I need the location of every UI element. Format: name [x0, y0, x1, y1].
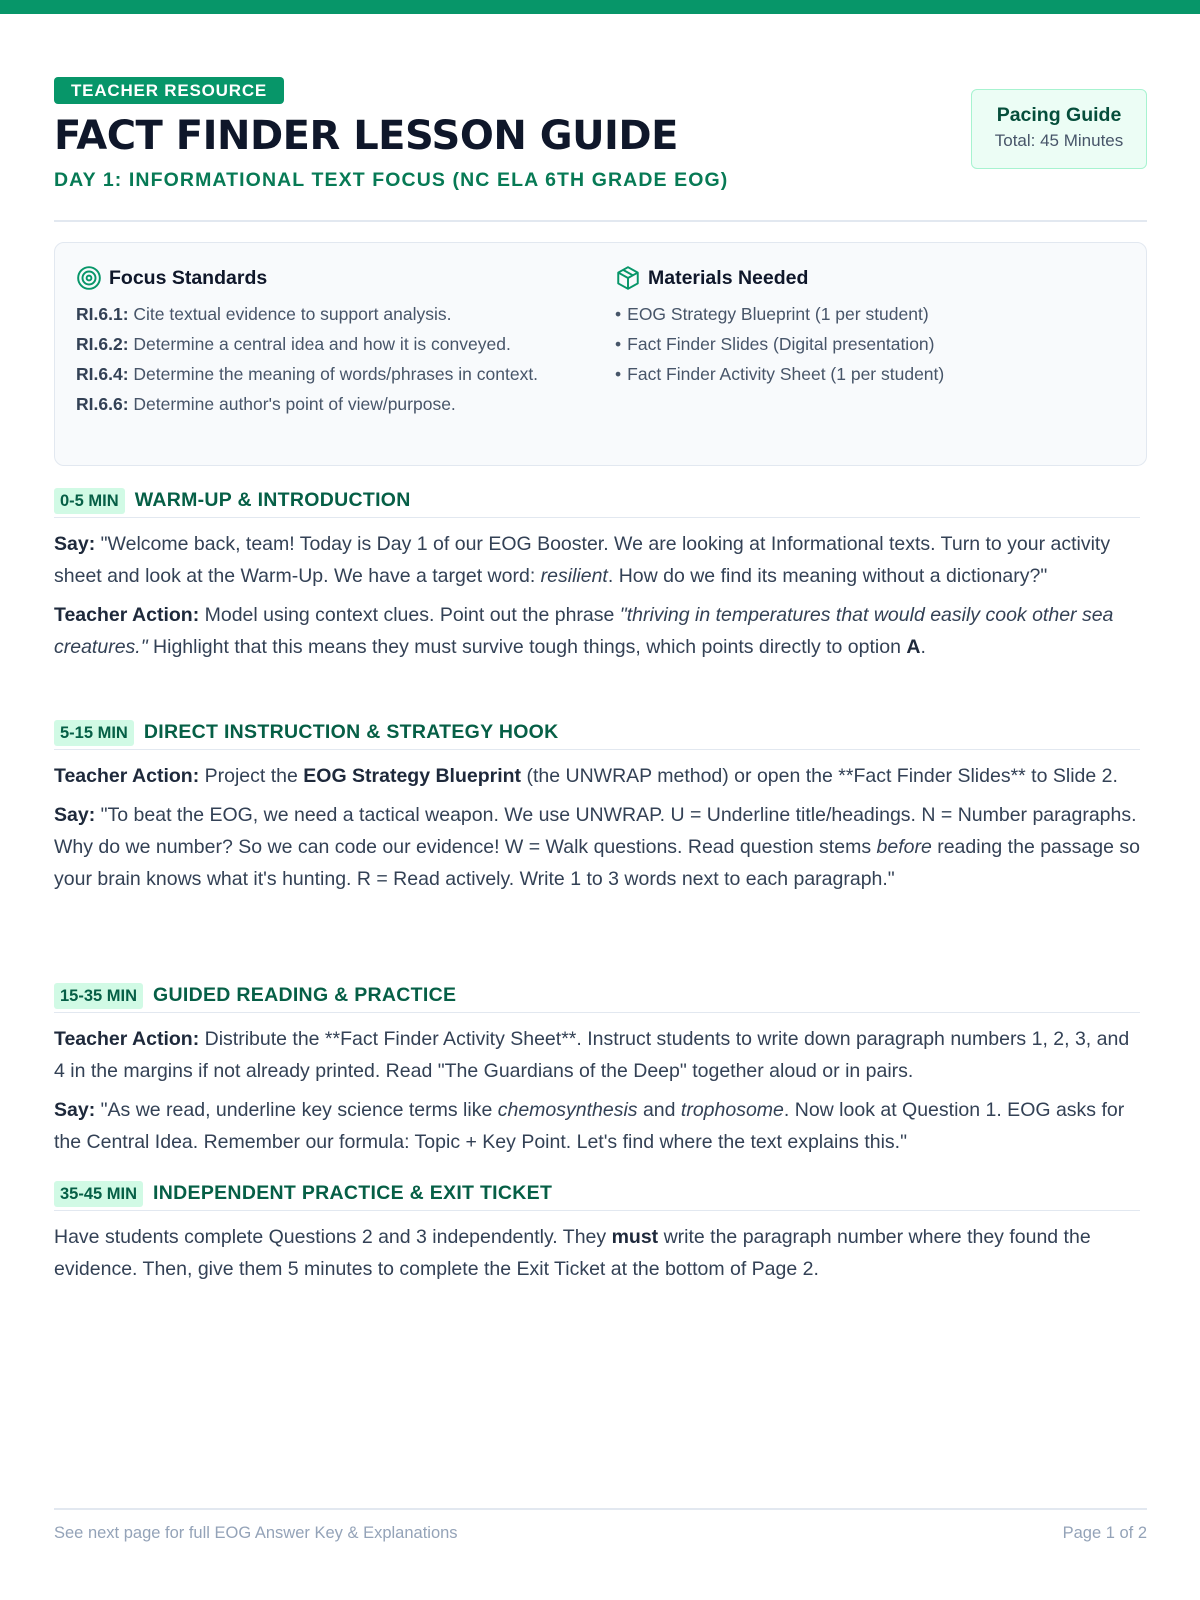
section-guided-reading	[54, 979, 1140, 1158]
time-tag: 35-45 MIN	[54, 1181, 143, 1207]
top-accent-bar	[0, 0, 1200, 14]
bullet-icon: •	[615, 364, 622, 384]
para-label: Teacher Action:	[54, 765, 200, 787]
material-text: Fact Finder Slides (Digital presentation)	[627, 334, 935, 354]
para-bold: must	[611, 1226, 659, 1248]
para-bold: A	[906, 636, 921, 658]
para-label: Teacher Action:	[54, 604, 200, 626]
box-icon	[615, 265, 641, 291]
focus-standards-title: Focus Standards	[109, 266, 268, 289]
para-emphasis: trophosome	[680, 1099, 784, 1121]
say-paragraph	[54, 528, 1140, 592]
standards-list	[76, 299, 581, 419]
list-item	[76, 389, 581, 419]
page-number: Page 1 of 2	[1062, 1524, 1147, 1542]
para-text: Distribute the **Fact Finder Activity Sheet**. Instruct students to write down paragraph numbers 1, 2, 3, and 4 in the margins if not already printed. Read "The Guardians of the Deep" together aloud or in pairs.	[54, 1028, 1130, 1082]
standards-materials-box	[54, 242, 1147, 466]
standard-code: RI.6.6:	[76, 394, 129, 414]
header	[54, 77, 1147, 197]
pacing-guide-box	[971, 89, 1147, 169]
para-text: "Welcome back, team! Today is Day 1 of our EOG Booster. We are looking at Informational texts. Turn to your activity sheet and look at the Warm-Up. We have a target word:	[54, 533, 1111, 587]
section-direct-instruction	[54, 716, 1140, 895]
focus-standards	[76, 263, 581, 419]
say-paragraph	[54, 1094, 1140, 1158]
page-title: FACT FINDER LESSON GUIDE	[54, 113, 678, 159]
pacing-title: Pacing Guide	[996, 104, 1122, 126]
standard-code: RI.6.4:	[76, 364, 129, 384]
section-heading	[54, 979, 1140, 1013]
page-subtitle: DAY 1: INFORMATIONAL TEXT FOCUS (NC ELA 6TH GRADE EOG)	[54, 169, 729, 191]
list-item	[76, 329, 581, 359]
para-text: Highlight that this means they must survive tough things, which points directly to option	[147, 636, 907, 658]
standard-text: Determine the meaning of words/phrases in context.	[128, 364, 539, 384]
section-heading	[54, 484, 1140, 518]
para-emphasis: "thriving in temperatures that would easily cook other sea creatures."	[54, 604, 1114, 658]
para-emphasis: chemosynthesis	[497, 1099, 638, 1121]
focus-standards-heading	[76, 263, 581, 293]
para-text: reading the passage so your brain knows what it's hunting. R = Read actively. Write 1 to 3 words next to each paragraph."	[54, 836, 1140, 890]
bullet-icon: •	[615, 304, 622, 324]
para-text: (the UNWRAP method) or open the **Fact Finder Slides** to Slide 2.	[521, 765, 1118, 787]
standard-code: RI.6.2:	[76, 334, 129, 354]
materials-needed	[615, 263, 1115, 389]
pacing-total: Total: 45 Minutes	[994, 131, 1124, 150]
para-text: . Now look at Question 1. EOG asks for the Central Idea. Remember our formula: Topic + Key Point. Let's find where the text explains this."	[54, 1099, 1125, 1153]
materials-title: Materials Needed	[648, 266, 809, 289]
list-item	[615, 359, 1115, 389]
time-tag: 5-15 MIN	[54, 720, 134, 746]
materials-list	[615, 299, 1115, 389]
target-icon	[76, 265, 102, 291]
time-tag: 0-5 MIN	[54, 488, 125, 514]
teacher-action-paragraph	[54, 1023, 1140, 1087]
section-independent-practice	[54, 1177, 1140, 1285]
section-title: GUIDED READING & PRACTICE	[153, 984, 457, 1006]
list-item	[615, 299, 1115, 329]
para-emphasis: resilient	[540, 565, 608, 587]
para-label: Teacher Action:	[54, 1028, 200, 1050]
para-text: . How do we find its meaning without a dictionary?"	[607, 565, 1048, 587]
standard-code: RI.6.1:	[76, 304, 129, 324]
para-text: "To beat the EOG, we need a tactical weapon. We use UNWRAP. U = Underline title/headings. N = Number paragraphs. Why do we number? So we can code our evidence! W = Walk questions. Read question stems	[54, 804, 1137, 858]
material-text: Fact Finder Activity Sheet (1 per student)	[627, 364, 945, 384]
para-text: Project the	[199, 765, 304, 787]
time-tag: 15-35 MIN	[54, 983, 143, 1009]
section-heading	[54, 716, 1140, 750]
bullet-icon: •	[615, 334, 622, 354]
para-text: Model using context clues. Point out the phrase	[199, 604, 620, 626]
teacher-action-paragraph	[54, 760, 1140, 792]
para-label: Say:	[54, 533, 96, 555]
section-title: INDEPENDENT PRACTICE & EXIT TICKET	[153, 1182, 553, 1204]
material-text: EOG Strategy Blueprint (1 per student)	[627, 304, 929, 324]
standard-text: Cite textual evidence to support analysis.	[128, 304, 452, 324]
standard-text: Determine author's point of view/purpose.	[128, 394, 456, 414]
list-item	[76, 359, 581, 389]
para-label: Say:	[54, 1099, 96, 1121]
teacher-action-paragraph	[54, 599, 1140, 663]
para-text: Have students complete Questions 2 and 3 independently. They	[54, 1226, 612, 1248]
materials-heading	[615, 263, 1115, 293]
para-emphasis: before	[876, 836, 932, 858]
section-title: WARM-UP & INTRODUCTION	[134, 489, 411, 511]
footer-note: See next page for full EOG Answer Key & Explanations	[54, 1524, 458, 1542]
section-warm-up	[54, 484, 1140, 663]
para-label: Say:	[54, 804, 96, 826]
say-paragraph	[54, 799, 1140, 895]
footer-divider	[54, 1508, 1147, 1510]
resource-badge: TEACHER RESOURCE	[54, 77, 284, 104]
practice-paragraph	[54, 1221, 1140, 1285]
header-divider	[54, 220, 1147, 222]
section-title: DIRECT INSTRUCTION & STRATEGY HOOK	[143, 721, 559, 743]
para-text: and	[637, 1099, 681, 1121]
para-text: "As we read, underline key science terms like	[95, 1099, 498, 1121]
para-text: .	[920, 636, 926, 658]
list-item	[615, 329, 1115, 359]
standard-text: Determine a central idea and how it is conveyed.	[128, 334, 511, 354]
list-item	[76, 299, 581, 329]
para-text: write the paragraph number where they found the evidence. Then, give them 5 minutes to complete the Exit Ticket at the bottom of Page 2.	[54, 1226, 1091, 1280]
para-bold: EOG Strategy Blueprint	[303, 765, 522, 787]
section-heading	[54, 1177, 1140, 1211]
